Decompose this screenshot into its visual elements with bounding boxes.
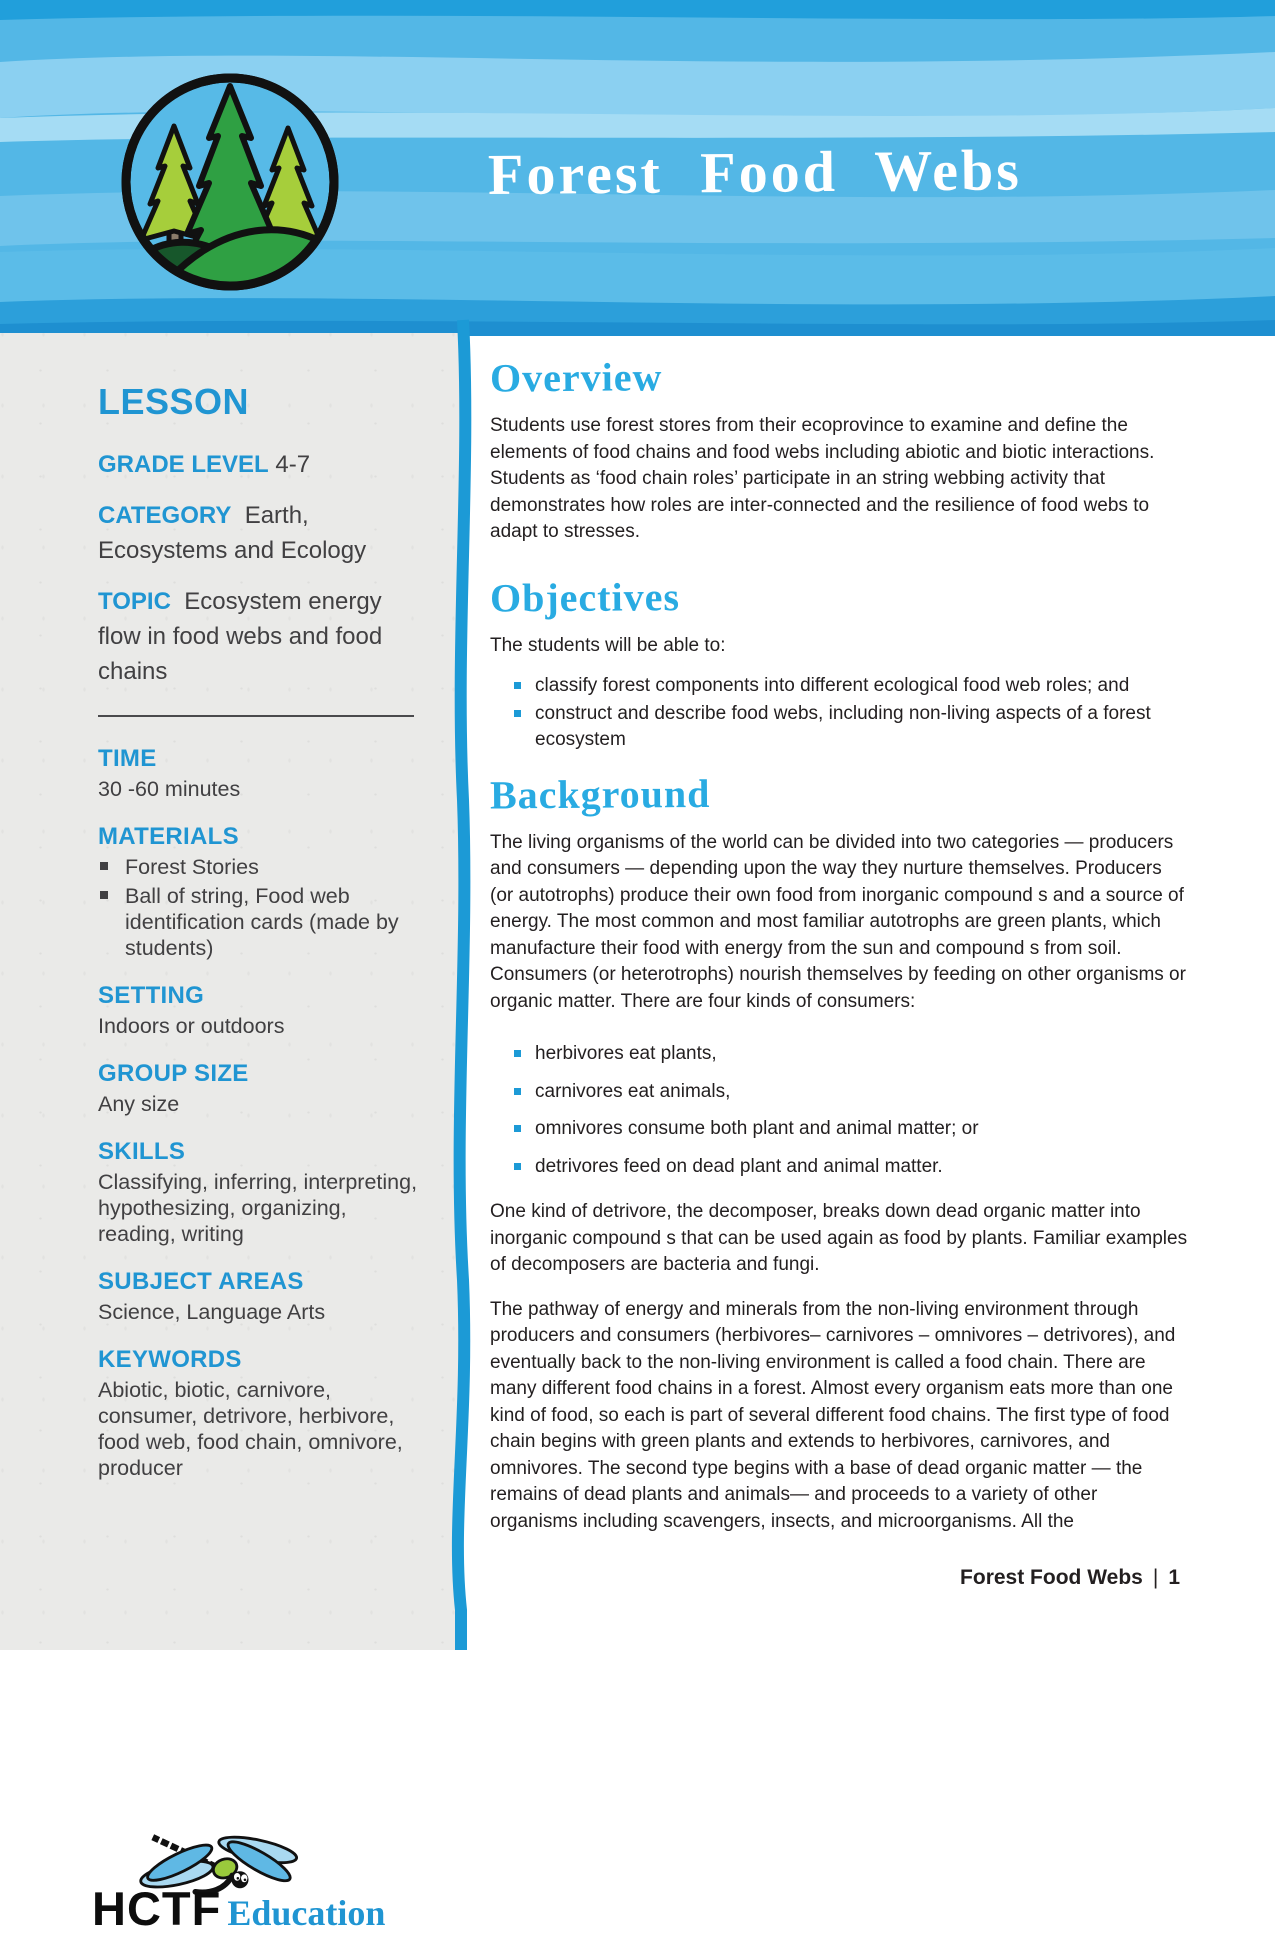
footer-doc-title: Forest Food Webs (960, 1566, 1143, 1589)
category-label: CATEGORY (98, 502, 232, 529)
category-value: Earth, Ecosystems and Ecology (98, 502, 367, 564)
topic-label: TOPIC (98, 588, 171, 615)
subject-areas-value: Science, Language Arts (98, 1300, 326, 1324)
sidebar-panel (0, 333, 462, 1935)
consumer-bullet: carnivores eat animals, (490, 1079, 1190, 1106)
group-size-section (98, 1060, 430, 1117)
grade-level-value: 4-7 (275, 451, 311, 478)
consumer-bullet: herbivores eat plants, (490, 1041, 1190, 1068)
skills-value: Classifying, inferring, interpreting, hypothesizing, organizing, reading, writing (98, 1170, 418, 1246)
grade-level-field (98, 447, 430, 482)
topic-value: Ecosystem energy flow in food webs and food chains (98, 588, 383, 685)
objective-bullet: classify forest components into different ecological food web roles; and (490, 673, 1190, 700)
skills-section (98, 1138, 430, 1247)
education-wordmark: Education (227, 1893, 386, 1933)
forest-trees-logo-icon (112, 64, 348, 300)
footer-page-number: 1 (1168, 1566, 1180, 1589)
background-paragraph: The living organisms of the world can be divided into two categories — producers and consumers — depending upon the way they nurture themselves. Producers (or autotrophs) produce their own food from inorganic compound s and a source of energy. The most common and most familiar autotrophs are green plants, which manufacture their food with energy from the sun and compound s from soil. Consumers (or heterotrophs) nourish themselves by feeding on other organisms or organic matter. There are four kinds of consumers: (490, 831, 1186, 1012)
group-size-label: GROUP SIZE (98, 1060, 249, 1087)
skills-label: SKILLS (98, 1138, 186, 1165)
setting-value: Indoors or outdoors (98, 1014, 285, 1038)
grade-level-label: GRADE LEVEL (98, 451, 269, 478)
time-label: TIME (98, 745, 157, 772)
subject-areas-label: SUBJECT AREAS (98, 1268, 304, 1295)
page-title: Forest Food Webs (487, 137, 1023, 208)
consumer-bullet: detrivores feed on dead plant and animal matter. (490, 1154, 1190, 1181)
materials-label: MATERIALS (98, 823, 239, 850)
keywords-section (98, 1346, 430, 1481)
time-value: 30 -60 minutes (98, 777, 241, 801)
keywords-label: KEYWORDS (98, 1346, 242, 1373)
footer-separator: | (1152, 1566, 1159, 1589)
overview-heading: Overview (489, 354, 663, 401)
header-band (0, 0, 1275, 336)
objective-bullet: construct and describe food webs, including non-living aspects of a forest ecosystem (490, 701, 1190, 754)
background-paragraph: The pathway of energy and minerals from the non-living environment through producers and consumers (herbivores– carnivores – omnivores – detrivores), and eventually back to the non-living environment is called a food chain. There are many different food chains in a forest. Almost every organism eats more than one kind of food, so each is part of several different food chains. The first type of food chain begins with green plants and extends to herbivores, carnivores, and omnivores. The second type begins with a base of dead organic matter — the remains of dead plants and animals— and proceeds to a variety of other organisms including scavengers, insects, and microorganisms. All the (490, 1298, 1176, 1532)
hctf-wordmark: HCTF (92, 1882, 222, 1935)
background-paragraph: One kind of detrivore, the decomposer, breaks down dead organic matter into inorganic compound s that can be used again as food by plants. Familiar examples of decomposers are bacteria and fungi. (490, 1201, 1188, 1275)
setting-label: SETTING (98, 982, 205, 1009)
objectives-intro: The students will be able to: (490, 634, 726, 656)
main-content (490, 352, 1190, 1553)
category-field (98, 498, 430, 568)
objectives-heading: Objectives (489, 573, 681, 620)
page-footer (960, 1566, 1180, 1590)
topic-field (98, 584, 430, 689)
materials-item: Forest Stories (98, 854, 430, 880)
materials-item: Ball of string, Food web identification cards (made by students) (98, 883, 430, 961)
background-heading: Background (489, 770, 711, 817)
consumer-bullet: omnivores consume both plant and animal matter; or (490, 1116, 1190, 1143)
keywords-value: Abiotic, biotic, carnivore, consumer, detrivore, herbivore, food web, food chain, omnivore, producer (98, 1378, 403, 1480)
group-size-value: Any size (98, 1092, 180, 1116)
hctf-education-logo (88, 1823, 388, 1943)
time-section (98, 745, 430, 802)
overview-paragraph: Students use forest stores from their ecoprovince to examine and define the elements of food chains and food webs including abiotic and biotic interactions. Students as ‘food chain roles’ participate in an string webbing activity that demonstrates how roles are inter-connected and the resilience of food webs to adapt to stresses. (490, 415, 1155, 542)
subject-areas-section (98, 1268, 430, 1325)
setting-section (98, 982, 430, 1039)
sidebar-divider-rule (98, 715, 414, 717)
sidebar-heading: LESSON (98, 381, 250, 422)
materials-section (98, 823, 430, 961)
